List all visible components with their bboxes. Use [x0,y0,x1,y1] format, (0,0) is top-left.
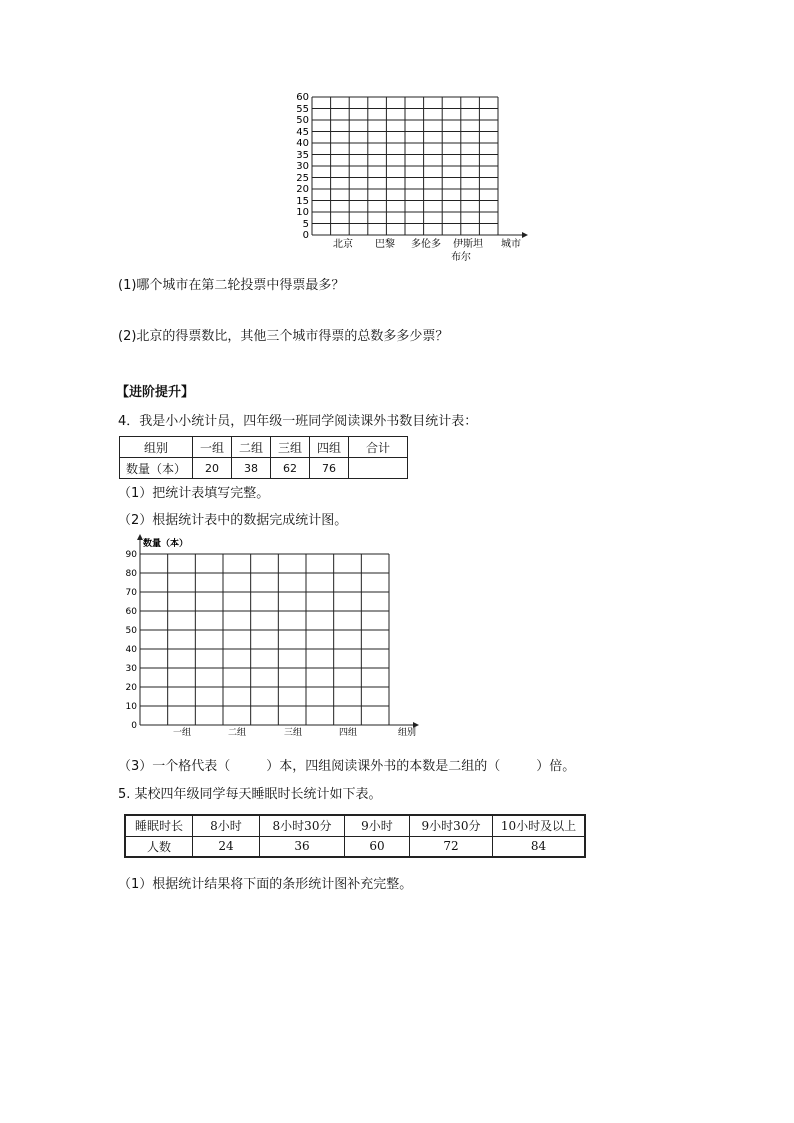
book-x-label: 二组 [227,728,247,738]
q5-table [124,814,586,858]
city-y-tick: 35 [296,150,309,161]
city-y-tick: 25 [296,173,309,184]
city-x-label: 多伦多 [411,239,441,250]
book-y-tick: 90 [125,550,137,560]
q5-row-label: 人数 [125,836,193,857]
q4-header-cell: 组别 [120,437,193,458]
book-y-tick: 10 [125,702,137,712]
city-x-label: 伊斯坦 [453,239,483,250]
book-x-title: 组别 [397,728,417,738]
q4-header-cell: 四组 [310,437,349,458]
q4-header-cell: 一组 [193,437,232,458]
city-chart-grid [312,97,498,235]
q4-sub2: （2）根据统计表中的数据完成统计图。 [118,513,348,528]
q5-header-cell: 8小时 [193,815,260,836]
q5-value-cell: 60 [345,836,410,857]
book-y-tick: 40 [125,645,137,655]
city-x-axis-title: 城市 [501,239,521,250]
section-title: 【进阶提升】 [116,385,195,400]
city-y-tick: 45 [296,127,309,138]
q4-value-cell: 20 [193,458,232,479]
q4-sub3-part3: ）倍。 [536,759,576,774]
q4-sub3 [118,755,575,774]
city-y-tick: 60 [296,92,309,103]
q5-header-cell: 10小时及以上 [493,815,586,836]
city-x-label: 北京 [333,239,353,250]
q5-header-cell: 9小时 [345,815,410,836]
book-y-tick: 30 [125,664,137,674]
q4-value-cell: 62 [271,458,310,479]
q5-header-cell: 睡眠时长 [125,815,193,836]
q4-sub1: （1）把统计表填写完整。 [118,486,270,501]
book-count-chart [115,534,430,739]
q4-title: 4．我是小小统计员，四年级一班同学阅读课外书数目统计表： [118,414,478,429]
q5-sub1: （1）根据统计结果将下面的条形统计图补充完整。 [118,877,413,892]
q4-value-cell: 38 [232,458,271,479]
book-chart-grid [140,554,389,725]
q5-header-cell: 9小时30分 [410,815,493,836]
city-y-tick: 5 [302,219,309,230]
book-x-label: 一组 [172,728,192,738]
book-y-title: 数量（本） [143,539,189,549]
book-y-tick: 20 [125,683,137,693]
q5-value-cell: 36 [260,836,345,857]
q3-sub1: (1)哪个城市在第二轮投票中得票最多？ [118,278,345,293]
q4-table [119,436,408,479]
book-y-tick: 80 [125,569,137,579]
q3-sub2: (2)北京的得票数比，其他三个城市得票的总数多多少票？ [118,329,449,344]
city-y-tick: 10 [296,207,309,218]
city-y-tick: 50 [296,115,309,126]
book-x-label: 四组 [338,728,358,738]
q5-title: 5. 某校四年级同学每天睡眠时长统计如下表。 [118,787,382,802]
city-y-tick: 0 [302,230,309,241]
q4-sub3-part2: ）本，四组阅读课外书的本数是二组的（ [266,759,501,774]
q5-value-cell: 84 [493,836,586,857]
book-y-tick: 60 [125,607,137,617]
city-chart-x-arrow [522,232,528,238]
q5-value-cell: 72 [410,836,493,857]
book-y-tick: 0 [131,721,137,731]
city-y-tick: 40 [296,138,309,149]
q4-value-cell: 76 [310,458,349,479]
city-y-tick: 55 [296,104,309,115]
city-x-label-line2: 布尔 [451,252,471,263]
q5-header-cell: 8小时30分 [260,815,345,836]
city-y-tick: 30 [296,161,309,172]
q4-header-cell: 三组 [271,437,310,458]
q4-row-label: 数量（本） [120,458,193,479]
q4-total-cell[interactable] [349,458,408,479]
q4-sub3-part1: （3）一个格代表（ [118,759,231,774]
city-y-tick: 20 [296,184,309,195]
q5-value-cell: 24 [193,836,260,857]
book-x-label: 三组 [283,728,303,738]
city-vote-chart [290,90,530,270]
book-y-tick: 50 [125,626,137,636]
q4-header-cell: 二组 [232,437,271,458]
city-y-tick: 15 [296,196,309,207]
city-x-label: 巴黎 [375,239,395,250]
book-y-tick: 70 [125,588,137,598]
q4-header-cell: 合计 [349,437,408,458]
